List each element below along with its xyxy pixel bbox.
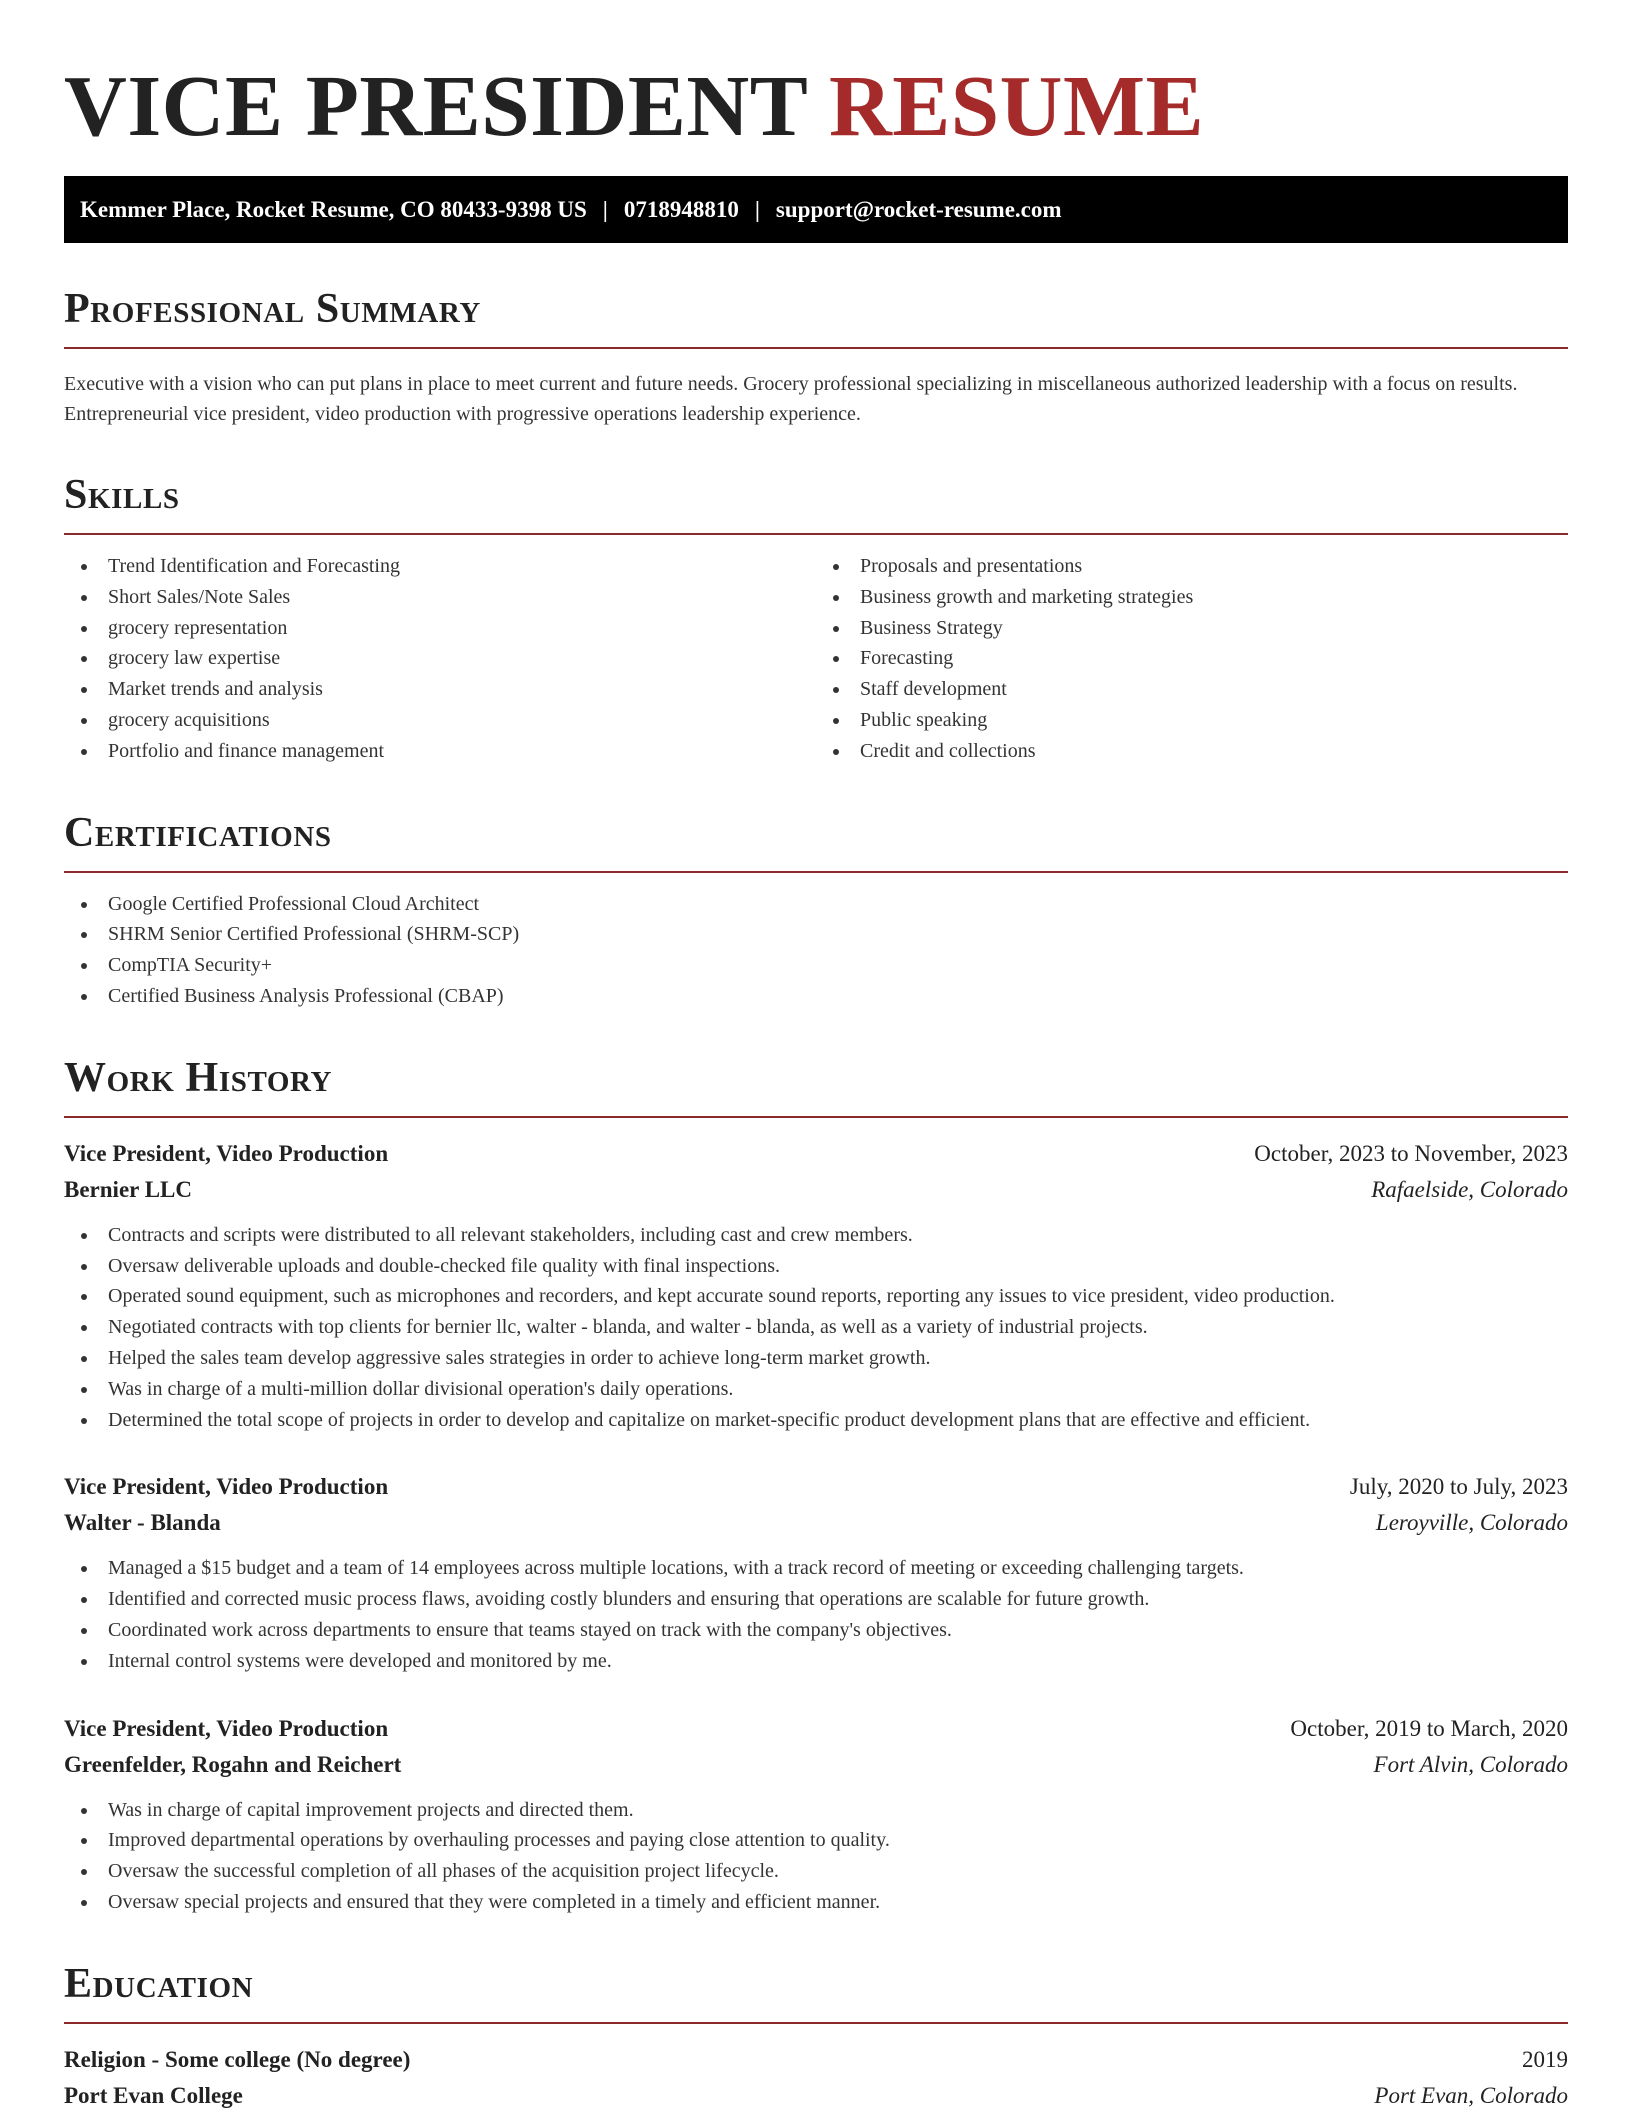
job-bullet: Coordinated work across departments to ensure that teams stayed on track with the company's objectives. [64,1615,1568,1646]
education-entry [64,2042,1568,2114]
job-dates: October, 2023 to November, 2023 [1254,1140,1568,1166]
job-bullet: Helped the sales team develop aggressive sales strategies in order to achieve long-term market growth. [64,1343,1568,1374]
contact-separator: | [602,196,608,222]
skill-item: Market trends and analysis [64,674,816,705]
skill-item: grocery acquisitions [64,705,816,736]
work-history-heading: Work History [64,1054,333,1101]
education-year: 2019 [1522,2046,1568,2072]
summary-text: Executive with a vision who can put plans in place to meet current and future needs. Grocery professional specializing in miscellaneous authorized leadership with a focus on results. Entrepreneurial vice president, video production with progressive operations leadership experience. [64,373,1518,425]
job-bullet: Was in charge of a multi-million dollar divisional operation's daily operations. [64,1374,1568,1405]
job-title: Vice President, Video Production [64,1715,389,1741]
certification-item: SHRM Senior Certified Professional (SHRM-SCP) [64,919,1568,950]
certifications-list [64,889,1568,1012]
contact-address: Kemmer Place, Rocket Resume, CO 80433-9398 US [80,196,587,222]
skill-item: Portfolio and finance management [64,736,816,767]
job-title: Vice President, Video Production [64,1140,389,1166]
certification-item: Certified Business Analysis Professional (CBAP) [64,981,1568,1012]
job-bullets [64,1220,1568,1436]
education-location: Port Evan, Colorado [1374,2082,1568,2108]
job-bullet: Contracts and scripts were distributed to all relevant stakeholders, including cast and crew members. [64,1220,1568,1251]
section-divider [64,871,1568,873]
job-bullet: Managed a $15 budget and a team of 14 employees across multiple locations, with a track record of meeting or exceeding challenging targets. [64,1553,1568,1584]
skills-grid [64,535,1568,767]
job-bullet: Internal control systems were developed and monitored by me. [64,1646,1568,1677]
skills-heading: Skills [64,472,180,518]
job-bullets [64,1553,1568,1676]
job-bullet: Improved departmental operations by overhauling processes and paying close attention to quality. [64,1825,1568,1856]
education-heading: Education [64,1960,254,2007]
skill-item: Trend Identification and Forecasting [64,551,816,582]
skill-item: grocery representation [64,613,816,644]
skill-item: Proposals and presentations [816,551,1568,582]
job-bullet: Was in charge of capital improvement projects and directed them. [64,1795,1568,1826]
education-school: Port Evan College [64,2082,243,2108]
skill-item: Staff development [816,674,1568,705]
work-history-section [64,1054,1568,1918]
section-divider [64,2022,1568,2024]
job-bullet: Oversaw deliverable uploads and double-checked file quality with final inspections. [64,1251,1568,1282]
skill-item: Short Sales/Note Sales [64,582,816,613]
job-title: Vice President, Video Production [64,1474,389,1500]
contact-separator: | [754,196,760,222]
section-divider [64,1116,1568,1118]
education-degree: Religion - Some college (No degree) [64,2046,411,2072]
summary-section [64,285,1568,429]
job-entry [64,1136,1568,1436]
title-main: VICE PRESIDENT [64,57,807,154]
job-dates: October, 2019 to March, 2020 [1290,1715,1568,1741]
skills-list-right [816,551,1568,767]
job-bullet: Identified and corrected music process flaws, avoiding costly blunders and ensuring that operations are scalable for future growth. [64,1584,1568,1615]
job-dates: July, 2020 to July, 2023 [1349,1474,1568,1500]
job-location: Leroyville, Colorado [1375,1510,1568,1536]
job-bullet: Negotiated contracts with top clients for bernier llc, walter - blanda, and walter - blanda, as well as a variety of industrial projects. [64,1312,1568,1343]
certification-item: CompTIA Security+ [64,950,1568,981]
job-bullet: Operated sound equipment, such as microphones and recorders, and kept accurate sound reports, reporting any issues to vice president, video production. [64,1281,1568,1312]
contact-email: support@rocket-resume.com [775,196,1062,222]
skill-item: Public speaking [816,705,1568,736]
job-entry [64,1469,1568,1676]
job-location: Rafaelside, Colorado [1371,1176,1568,1202]
job-company: Walter - Blanda [64,1510,221,1536]
summary-heading: Professional Summary [64,286,481,332]
job-bullets [64,1795,1568,1918]
skills-section [64,471,1568,767]
job-company: Bernier LLC [64,1176,192,1202]
resume-title [64,0,1568,156]
skill-item: Business growth and marketing strategies [816,582,1568,613]
job-location: Fort Alvin, Colorado [1373,1751,1568,1777]
job-company: Greenfelder, Rogahn and Reichert [64,1751,402,1777]
job-entry [64,1711,1568,1918]
contact-bar [64,176,1568,243]
job-bullet: Oversaw special projects and ensured that they were completed in a timely and efficient manner. [64,1887,1568,1918]
section-divider [64,347,1568,349]
job-bullet: Determined the total scope of projects in order to develop and capitalize on market-specific product development plans that are effective and efficient. [64,1405,1568,1436]
skill-item: Business Strategy [816,613,1568,644]
certification-item: Google Certified Professional Cloud Architect [64,889,1568,920]
job-bullet: Oversaw the successful completion of all phases of the acquisition project lifecycle. [64,1856,1568,1887]
contact-phone: 0718948810 [623,196,739,222]
skill-item: grocery law expertise [64,643,816,674]
certifications-section [64,809,1568,1012]
education-section [64,1960,1568,2114]
skill-item: Forecasting [816,643,1568,674]
certifications-heading: Certifications [64,809,332,856]
title-accent: RESUME [828,57,1205,154]
skill-item: Credit and collections [816,736,1568,767]
skills-list-left [64,551,816,767]
